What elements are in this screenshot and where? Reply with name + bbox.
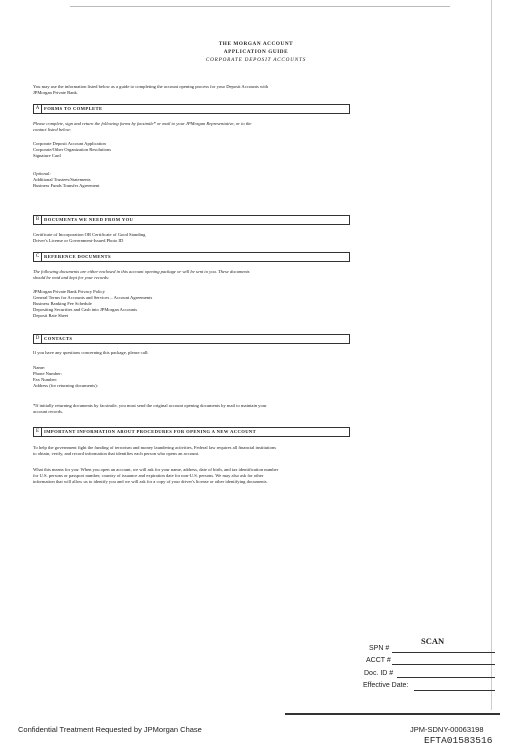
list-item: Depositing Securities and Cash into JPMorgan Accounts	[33, 307, 138, 312]
section-letter: C	[34, 253, 42, 261]
footer-rule	[285, 713, 500, 715]
effective-date-line	[414, 690, 495, 691]
section-letter: A	[34, 105, 42, 113]
doc-subtitle: APPLICATION GUIDE	[223, 49, 289, 55]
contact-field: Phone Number:	[33, 371, 62, 376]
list-item: Driver's License or Government-Issued Photo ID	[33, 238, 124, 243]
important-paragraph-2: What this means for you: When you open an account, we will ask for your name, address, date of birth, and tax identification number	[33, 467, 279, 472]
contacts-intro: If you have any questions concerning this package, please call:	[33, 350, 149, 355]
doc-id-line	[397, 677, 495, 678]
spn-label: SPN #	[369, 645, 390, 652]
important-paragraph-1: To help the government fight the funding of terrorism and money laundering activities, Federal law requires all financial institutions	[33, 445, 276, 450]
forms-instruction-2: contact listed below:	[33, 127, 72, 132]
efta-number: EFTA01583516	[424, 735, 493, 746]
forms-instruction-1: Please complete, sign and return the following forms by facsimile* or mail to your JPMorgan Representative, or to the	[33, 121, 252, 126]
section-c-header	[33, 252, 350, 262]
confidential-notice: Confidential Treatment Requested by JPMorgan Chase	[18, 725, 202, 734]
section-title: CONTACTS	[44, 336, 73, 341]
effective-date-label: Effective Date:	[363, 682, 409, 689]
list-item: JPMorgan Private Bank Privacy Policy	[33, 289, 105, 294]
list-item: Signature Card	[33, 153, 61, 158]
list-item: Certificate of Incorporation OR Certificate of Good Standing	[33, 232, 146, 237]
list-item: Deposit Rate Sheet	[33, 313, 69, 318]
important-paragraph-2: for U.S. persons or passport number, country of issuance and expiration date for non-U.S. persons. We may also ask for other	[33, 473, 264, 478]
optional-label: Optional:	[33, 171, 51, 176]
fax-note-1: *If initially returning documents by facsimile, you must send the original account opening documents by mail to maintain your	[33, 403, 267, 408]
doc-subheading: CORPORATE DEPOSIT ACCOUNTS	[205, 57, 307, 63]
doc-title: THE MORGAN ACCOUNT	[218, 41, 294, 47]
section-title: IMPORTANT INFORMATION ABOUT PROCEDURES FOR OPENING A NEW ACCOUNT	[44, 429, 257, 434]
reference-instruction-1: The following documents are either enclosed in this account opening package or will be sent to you. These documents	[33, 269, 250, 274]
contact-field: Fax Number:	[33, 377, 58, 382]
important-paragraph-1: to obtain, verify, and record information that identifies each person who opens an account.	[33, 451, 200, 456]
section-d-header	[33, 334, 350, 344]
intro-line-2: JPMorgan Private Bank.	[33, 90, 78, 95]
reference-instruction-2: should be read and kept for your records:	[33, 275, 110, 280]
scan-stamp-title: SCAN	[421, 636, 445, 646]
scan-edge-top	[70, 6, 450, 7]
acct-label: ACCT #	[366, 657, 391, 664]
acct-line	[392, 664, 495, 665]
fax-note-2: account records.	[33, 409, 64, 414]
list-item: Corporate Deposit Account Application	[33, 141, 106, 146]
section-letter: E	[34, 428, 42, 436]
section-title: REFERENCE DOCUMENTS	[44, 254, 111, 259]
important-paragraph-2: information that will allow us to identify you and we will ask for a copy of your driver's license or other identifying documents.	[33, 479, 268, 484]
list-item: Business Banking Fee Schedule	[33, 301, 92, 306]
section-title: DOCUMENTS WE NEED FROM YOU	[44, 217, 134, 222]
contact-field: Name:	[33, 365, 46, 370]
section-letter: B	[34, 216, 42, 224]
bates-number: JPM-SDNY-00063198	[410, 725, 484, 734]
section-a-header	[33, 104, 350, 114]
doc-id-label: Doc. ID #	[364, 670, 394, 677]
section-e-header	[33, 427, 350, 437]
section-letter: D	[34, 335, 42, 343]
spn-line	[392, 652, 495, 653]
list-item: Corporate/Other Organization Resolutions	[33, 147, 111, 152]
contact-field: Address (for returning documents):	[33, 383, 98, 388]
list-item: General Terms for Accounts and Services – Account Agreements	[33, 295, 153, 300]
section-b-header	[33, 215, 350, 225]
list-item: Additional Trustees/Statements	[33, 177, 91, 182]
scan-edge-right	[491, 0, 492, 710]
section-title: FORMS TO COMPLETE	[44, 106, 103, 111]
intro-line-1: You may use the information listed below as a guide to completing the account opening process for your Deposit Accounts with	[33, 84, 269, 89]
list-item: Business Funds Transfer Agreement	[33, 183, 100, 188]
